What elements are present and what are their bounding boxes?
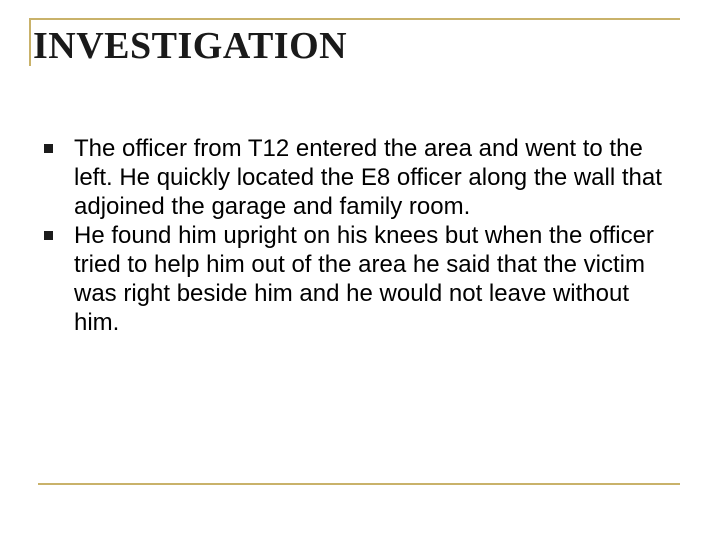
slide-title: INVESTIGATION	[33, 25, 348, 67]
bullet-list	[40, 134, 680, 337]
bullet-text: He found him upright on his knees but when the officer tried to help him out of the area he said that the victim was right beside him and he would not leave without him.	[74, 222, 654, 336]
square-bullet-icon	[44, 144, 53, 153]
slide-body	[40, 134, 680, 337]
bullet-text: The officer from T12 entered the area and went to the left. He quickly located the E8 officer along the wall that adjoined the garage and family room.	[74, 135, 662, 220]
bullet-item	[40, 221, 680, 337]
top-divider	[30, 18, 680, 20]
bullet-item	[40, 134, 680, 221]
title-accent-bar	[29, 18, 31, 66]
square-bullet-icon	[44, 231, 53, 240]
bottom-divider	[38, 483, 680, 485]
